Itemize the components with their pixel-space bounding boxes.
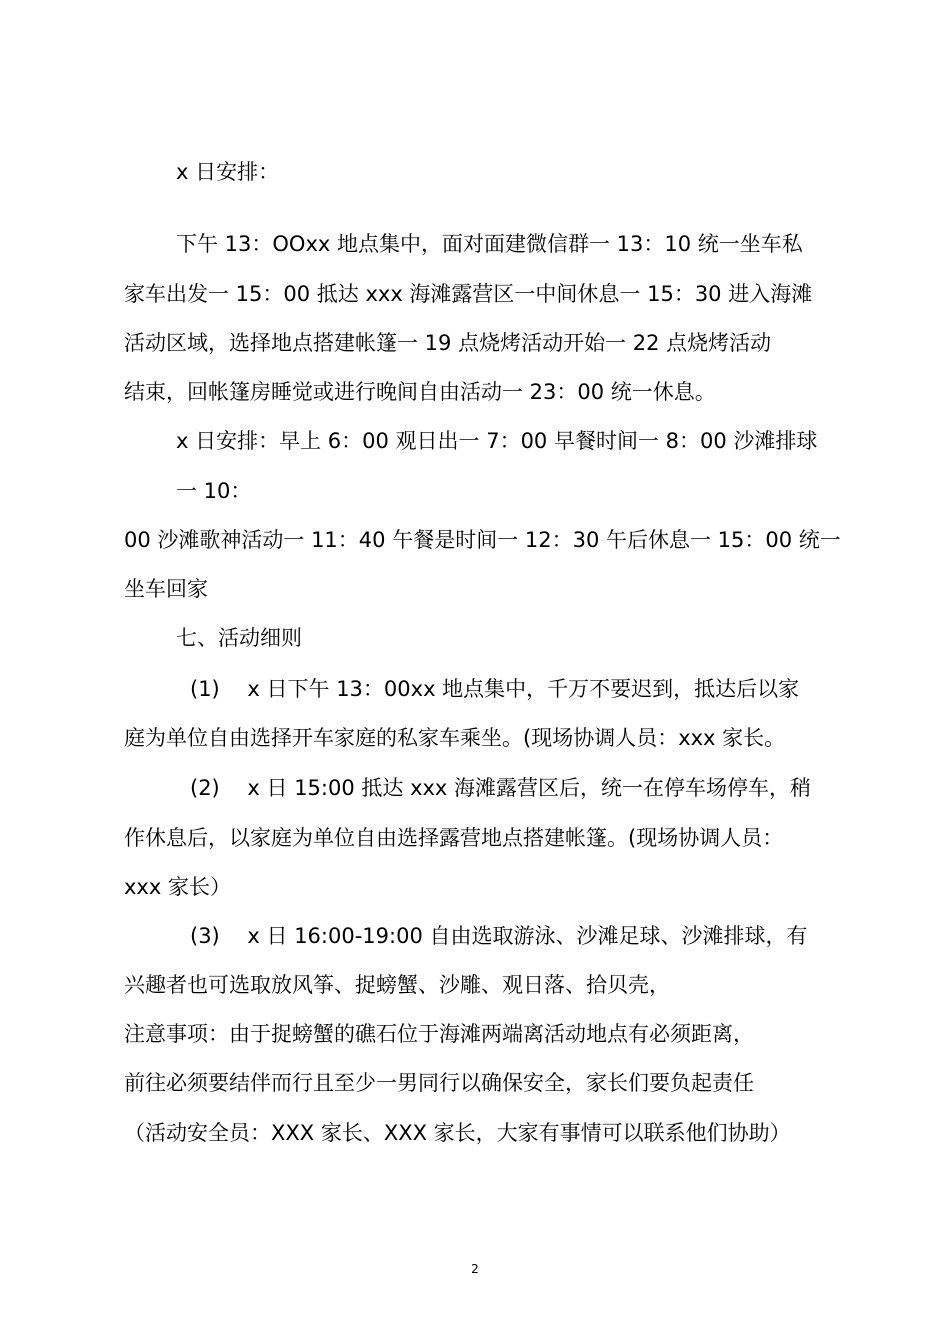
rule-1-line-2: 庭为单位自由选择开车家庭的私家车乘坐。(现场协调人员：xxx 家长。 xyxy=(124,726,786,750)
schedule-day2-line-4: 坐车回家 xyxy=(124,577,208,601)
rule-3-line-2: 兴趣者也可选取放风筝、捉螃蟹、沙雕、观日落、拾贝壳， xyxy=(124,973,670,997)
schedule-day1-line-2: 家车出发一 15：00 抵达 xxx 海滩露营区一中间休息一 15：30 进入海滩 xyxy=(124,282,813,306)
schedule-day1-heading: x 日安排： xyxy=(176,160,280,184)
notice-line-2: 前往必须要结伴而行且至少一男同行以确保安全，家长们要负起责任 xyxy=(124,1071,754,1095)
page-number: 2 xyxy=(471,1262,479,1276)
rule-3-line-1: (3) x 日 16:00-19:00 自由选取游泳、沙滩足球、沙滩排球，有 xyxy=(190,924,808,948)
notice-line-3: （活动安全员：XXX 家长、XXX 家长，大家有事情可以联系他们协助） xyxy=(124,1121,791,1145)
schedule-day1-line-3: 活动区域，选择地点搭建帐篷一 19 点烧烤活动开始一 22 点烧烤活动 xyxy=(124,331,772,355)
rule-2-line-3: xxx 家长） xyxy=(124,875,231,899)
schedule-day1-line-1: 下午 13：OOxx 地点集中，面对面建微信群一 13：10 统一坐车私 xyxy=(176,232,803,256)
schedule-day2-line-1: x 日安排：早上 6：00 观日出一 7：00 早餐时间一 8：00 沙滩排球 xyxy=(176,429,818,453)
rule-2-line-1: (2) x 日 15:00 抵达 xxx 海滩露营区后，统一在停车场停车，稍 xyxy=(190,776,812,800)
schedule-day2-line-2: 一 10： xyxy=(176,479,252,503)
rule-2-line-2: 作休息后，以家庭为单位自由选择露营地点搭建帐篷。(现场协调人员： xyxy=(124,826,784,850)
notice-line-1: 注意事项：由于捉螃蟹的礁石位于海滩两端离活动地点有必须距离， xyxy=(124,1022,754,1046)
section-heading-activity-rules: 七、活动细则 xyxy=(176,626,302,650)
rule-1-line-1: (1) x 日下午 13：00xx 地点集中，千万不要迟到，抵达后以家 xyxy=(190,677,800,701)
schedule-day1-line-4: 结束，回帐篷房睡觉或进行晚间自由活动一 23：00 统一休息。 xyxy=(124,380,716,404)
schedule-day2-line-3: 00 沙滩歌神活动一 11：40 午餐是时间一 12：30 午后休息一 15：00 统一 xyxy=(124,528,841,552)
